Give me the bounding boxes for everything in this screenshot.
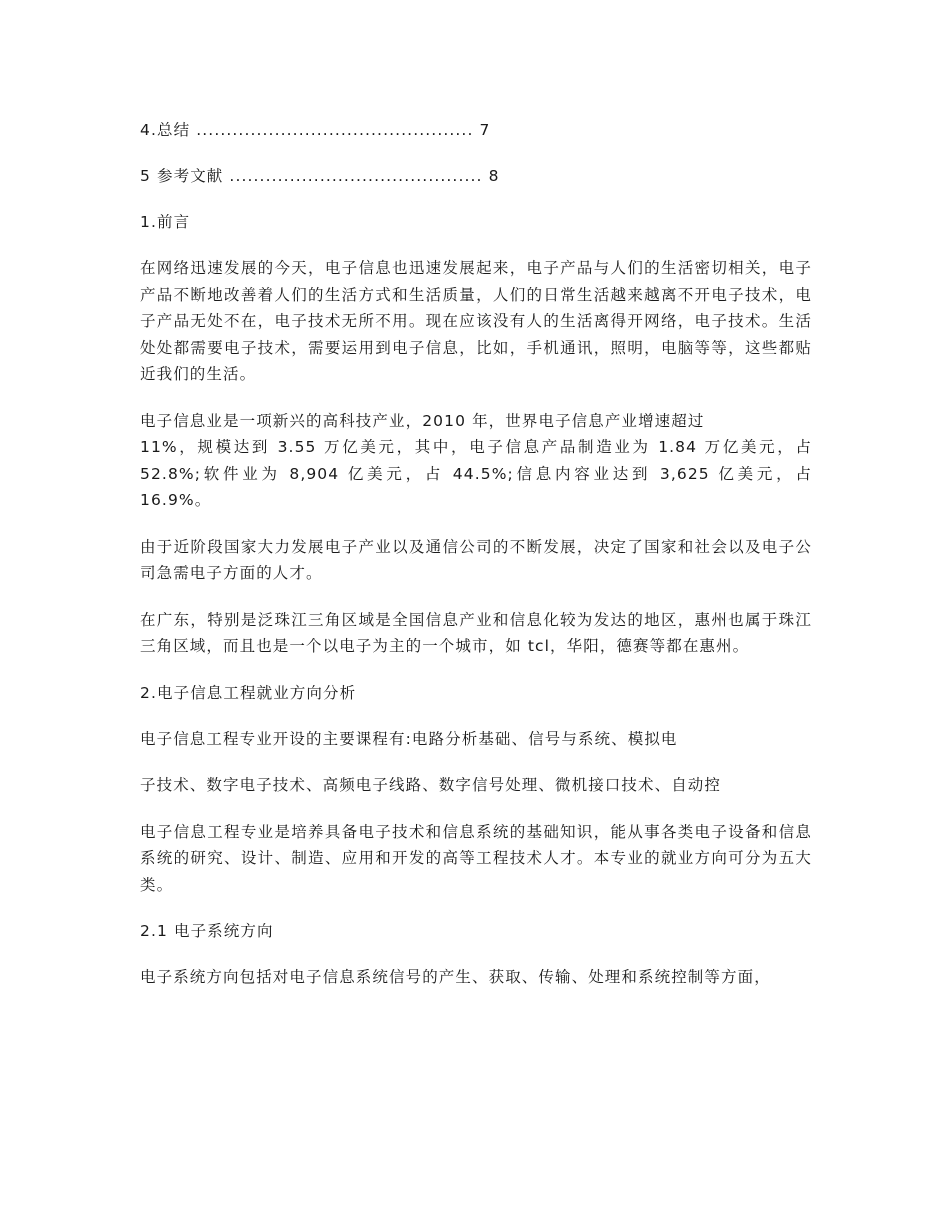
section-heading-employment: 2.电子信息工程就业方向分析 xyxy=(140,683,357,702)
toc-entry-references[interactable] xyxy=(140,163,812,189)
toc-page-number: 8 xyxy=(488,167,500,185)
toc-title: 5 参考文献 xyxy=(140,167,224,185)
toc-leader-dots: .......................................... xyxy=(229,167,483,185)
courses-paragraph-1: 电子信息工程专业开设的主要课程有:电路分析基础、信号与系统、模拟电 xyxy=(140,729,678,748)
document-body xyxy=(140,117,812,1011)
section-heading-intro: 1.前言 xyxy=(140,213,191,231)
intro-paragraph-1: 在网络迅速发展的今天，电子信息也迅速发展起来，电子产品与人们的生活密切相关，电子产品不断地改善着人们的生活方式和生活质量，人们的日常生活越来越离不开电子技术，电子产品无处不在，电子技术无所不用。现在应该没有人的生活离得开网络，电子技术。生活处处都需要电子技术，需要运用到电子信息，比如，手机通讯，照明，电脑等等，这些都贴近我们的生活。 xyxy=(140,259,812,383)
toc-entry-summary[interactable] xyxy=(140,117,812,143)
electronic-systems-paragraph: 电子系统方向包括对电子信息系统信号的产生、获取、传输、处理和系统控制等方面， xyxy=(140,968,771,986)
toc-page-number: 7 xyxy=(479,121,491,139)
intro-paragraph-2 xyxy=(140,408,812,514)
intro-paragraph-2-line-1: 电子信息业是一项新兴的高科技产业，2010 年，世界电子信息产业增速超过 xyxy=(140,411,705,430)
major-description-paragraph: 电子信息工程专业是培养具备电子技术和信息系统的基础知识，能从事各类电子设备和信息系统的研究、设计、制造、应用和开发的高等工程技术人才。本专业的就业方向可分为五大类。 xyxy=(140,822,812,894)
intro-paragraph-4: 在广东，特别是泛珠江三角区域是全国信息产业和信息化较为发达的地区，惠州也属于珠江三角区域，而且也是一个以电子为主的一个城市，如 tcl，华阳，德赛等都在惠州。 xyxy=(140,610,812,655)
courses-paragraph-2: 子技术、数字电子技术、高频电子线路、数字信号处理、微机接口技术、自动控 xyxy=(140,776,722,794)
intro-paragraph-2-rest: 11%，规模达到 3.55 万亿美元，其中，电子信息产品制造业为 1.84 万亿美元，占 52.8%;软件业为 8,904 亿美元，占 44.5%;信息内容业达到 3,625 亿美元，占 16.9%。 xyxy=(140,438,812,509)
intro-paragraph-3: 由于近阶段国家大力发展电子产业以及通信公司的不断发展，决定了国家和社会以及电子公司急需电子方面的人才。 xyxy=(140,537,812,582)
toc-title: 4.总结 xyxy=(140,121,191,139)
toc-leader-dots: .............................................. xyxy=(196,121,474,139)
subsection-heading-electronic-systems: 2.1 电子系统方向 xyxy=(140,922,274,940)
